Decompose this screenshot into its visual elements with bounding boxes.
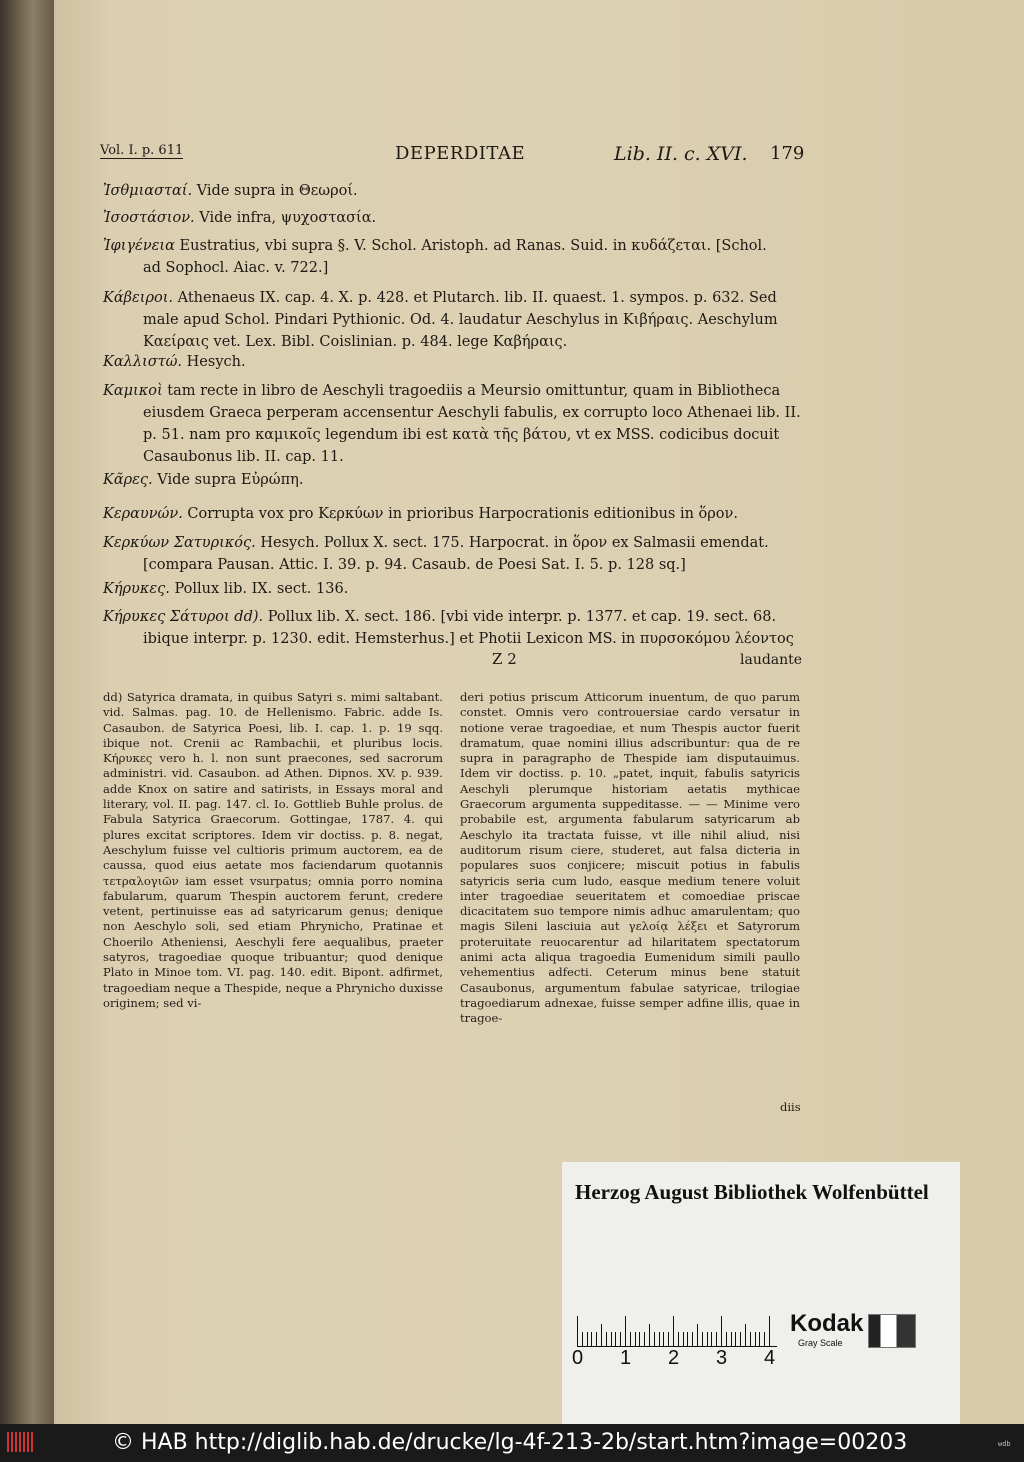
ruler-tick [611,1332,612,1346]
kodak-logo: Kodak [790,1310,864,1337]
entry-kabeiroi [103,287,803,353]
ruler-tick [673,1316,674,1346]
entry-kerykes-satyroi [103,606,803,650]
ruler-number: 2 [668,1347,680,1369]
hab-logo-icon [6,1430,36,1454]
ruler-tick [654,1332,655,1346]
ruler-tick [740,1332,741,1346]
institution-label: Herzog August Bibliothek Wolfenbüttel [575,1180,929,1204]
ruler-tick [755,1332,756,1346]
entry-isthmiastai [103,180,803,202]
ruler-tick [726,1332,727,1346]
gray-scale-label: Gray Scale [798,1338,843,1348]
entry-headword: Καμικοὶ [103,383,163,399]
entry-kamikoi [103,380,803,468]
ruler-tick [707,1332,708,1346]
entry-continuation: ad Sophocl. Aiac. v. 722.] [143,260,329,276]
ruler-tick [587,1332,588,1346]
ruler-tick [601,1324,602,1346]
entry-continuation: male apud Schol. Pindari Pythionic. Od. 4. laudatur Aeschylus in Κιβήραις. Aeschylum Καείραις vet. Lex. Bibl. Coislinian. p. 484. lege Καβήραις. [143,312,778,350]
footer-mark: wdb [998,1440,1011,1448]
footnote-catchword: diis [780,1100,801,1114]
entry-isostasion [103,207,803,229]
page-number: 179 [770,143,805,164]
ruler-number: 4 [764,1347,776,1369]
gray-scale-swatch [868,1314,916,1348]
ruler-tick [702,1332,703,1346]
entry-kares [103,469,803,491]
entry-kerykes [103,578,803,600]
ruler-tick [735,1332,736,1346]
ruler-tick [591,1332,592,1346]
book-spine [0,0,60,1424]
ruler-number: 0 [572,1347,584,1369]
entry-text: Pollux lib. IX. sect. 136. [169,581,349,597]
entry-text: Hesych. Pollux X. sect. 175. Harpocrat. in ὅρον ex Salmasii emendat. [255,535,769,551]
ruler-tick [759,1332,760,1346]
catchword: laudante [740,652,803,668]
ruler-tick [606,1332,607,1346]
entry-text: Eustratius, vbi supra §. V. Schol. Aristoph. ad Ranas. Suid. in κυδάζεται. [Schol. [174,238,767,254]
ruler-tick [692,1332,693,1346]
ruler-tick [639,1332,640,1346]
ruler-tick [630,1332,631,1346]
footnote-right-column: deri potius priscum Atticorum inuentum, de quo parum constet. Omnis vero controuersiae cardo versatur in notione verae tragoediae, et num Thespis auctor fuerit dramatum, quae nomini illius adscribuntur: qua de re supra in paragrapho de Thespide iam disputauimus. Idem vir doctiss. p. 10. „patet, inquit, fabulis satyricis Aeschyli plerumque historiam aetatis mythicae Graecorum argumenta suppeditasse. — — Minime vero probabile est, argumenta fabularum satyricarum ab Aeschylo ita tractata fuisse, vt ille nihil aliud, nisi auditorum risum ciere, studeret, aut falsa dicteria in populares suos conjicere; miscuit potius in fabulis satyricis seria cum ludo, easque medium tenere voluit inter tragoediae seueritatem et comoediae priscae dicacitatem suo tempore nimis adhuc amarulentam; quo magis Sileni lasciuia aut γελοίᾳ λέξει et Satyrorum proteruitate reuocarentur ad hilaritatem spectatorum animi acta aliqua tragoedia Eumenidum simili paullo vehementius adfecti. Ceterum minus bene statuit Casaubonus, argumentum fabulae satyricae, trilogiae tragoediarum adnexae, fuisse semper adfine illis, quae in tragoe- [460,690,800,1026]
book-chapter-reference: Lib. II. c. XVI. [614,143,748,165]
ruler-tick [716,1332,717,1346]
entry-headword: Κεραυνών. [103,506,183,522]
ruler-number: 3 [716,1347,728,1369]
entry-text: tam recte in libro de Aeschyli tragoediis a Meursio omittuntur, quam in Bibliotheca [162,383,781,399]
entry-iphigeneia [103,235,803,279]
entry-continuation: ibique interpr. p. 1230. edit. Hemsterhus.] et Photii Lexicon MS. in πυρσοκόμου λέοντος [143,631,794,647]
ruler-tick [697,1324,698,1346]
ruler-tick [687,1332,688,1346]
entry-keraunon [103,503,803,525]
ruler-tick [659,1332,660,1346]
ruler-tick [750,1332,751,1346]
running-title: DEPERDITAE [395,143,526,164]
entry-text: Vide supra Εὐρώπη. [152,472,304,488]
ruler-tick [668,1332,669,1346]
signature-mark: Z 2 [492,650,517,668]
entry-headword: Ἰφιγένεια [103,238,175,254]
ruler-tick [620,1332,621,1346]
entry-headword: Κήρυκες. [103,581,170,597]
ruler-tick [596,1332,597,1346]
entry-continuation: eiusdem Graeca perperam accensentur Aeschyli fabulis, ex corrupto loco Athenaei lib. II. p. 51. nam pro καμικοῖς legendum ibi est κατὰ τῆς βάτου, vt ex MSS. codicibus docuit Casaubonus lib. II. cap. 11. [143,405,801,465]
entry-text: Pollux lib. X. sect. 186. [vbi vide interpr. p. 1377. et cap. 19. sect. 68. [263,609,777,625]
ruler-tick [721,1316,722,1346]
scale-ruler [577,1314,777,1347]
entry-headword: Ἰσοστάσιον. [103,210,195,226]
entry-text: Corrupta vox pro Κερκύων in prioribus Harpocrationis editionibus in ὅρον. [182,506,738,522]
copyright-url[interactable]: © HAB http://diglib.hab.de/drucke/lg-4f-213-2b/start.htm?image=00203 [112,1430,908,1455]
ruler-tick [663,1332,664,1346]
entry-headword: Καλλιστώ. [103,354,183,370]
ruler-tick [745,1324,746,1346]
ruler-tick [644,1332,645,1346]
ruler-tick [649,1324,650,1346]
entry-text: Athenaeus IX. cap. 4. X. p. 428. et Plutarch. lib. II. quaest. 1. sympos. p. 632. Sed [173,290,777,306]
ruler-tick [683,1332,684,1346]
entry-text: Vide infra, ψυχοστασία. [194,210,377,226]
ruler-tick [678,1332,679,1346]
ruler-tick [635,1332,636,1346]
ruler-tick [577,1316,578,1346]
entry-text: Hesych. [182,354,246,370]
entry-headword: Κάβειροι. [103,290,174,306]
entry-headword: Κήρυκες Σάτυροι dd). [103,609,264,625]
volume-reference: Vol. I. p. 611 [100,143,184,158]
entry-headword: Κᾶρες. [103,472,153,488]
entry-text: Vide supra in Θεωροί. [192,183,358,199]
entry-headword: Ἰσθμιασταί. [103,183,193,199]
entry-kallisto [103,351,803,373]
entry-continuation: [compara Pausan. Attic. I. 39. p. 94. Casaub. de Poesi Sat. I. 5. p. 128 sq.] [143,557,686,573]
ruler-tick [615,1332,616,1346]
footnote-left-column: dd) Satyrica dramata, in quibus Satyri s. mimi saltabant. vid. Salmas. pag. 10. de Hellenismo. Fabric. adde Is. Casaubon. de Satyrica Poesi, lib. I. cap. 1. p. 19 sqq. ibique not. Crenii ac Rambachii, et pluribus locis. Κήρυκες vero h. l. non sunt praecones, sed sacrorum administri. vid. Casaubon. ad Athen. Dipnos. XV. p. 939. adde Knox on satire and satirists, in Essays moral and literary, vol. II. pag. 147. cl. Io. Gottlieb Buhle prolus. de Fabula Satyrica Graecorum. Gottingae, 1787. 4. qui plures excitat scriptores. Idem vir doctiss. p. 8. negat, Aeschylum fuisse vel cultioris primum auctorem, ea de caussa, quod eius aetate mos faciendarum quotannis τετραλογιῶν iam esset vsurpatus; omnia porro nomina fabularum, quarum Thespin auctorem ferunt, credere vetent, pertinuisse eas ad satyricarum genus; denique non Aeschylo soli, sed etiam Phrynicho, Pratinae et Choerilo Atheniensi, Aeschyli fere aequalibus, praeter satyros, tragoediae quoque tribuantur; quod denique Plato in Minoe tom. VI. pag. 140. edit. Bipont. adfirmet, tragoediam neque a Thespide, neque a Phrynicho duxisse originem; sed vi- [103,690,443,1010]
ruler-tick [582,1332,583,1346]
ruler-tick [769,1316,770,1346]
entry-headword: Κερκύων Σατυρικός. [103,535,256,551]
ruler-number: 1 [620,1347,632,1369]
ruler-tick [625,1316,626,1346]
ruler-tick [711,1332,712,1346]
ruler-tick [731,1332,732,1346]
ruler-tick [764,1332,765,1346]
entry-kerkyon [103,532,803,576]
